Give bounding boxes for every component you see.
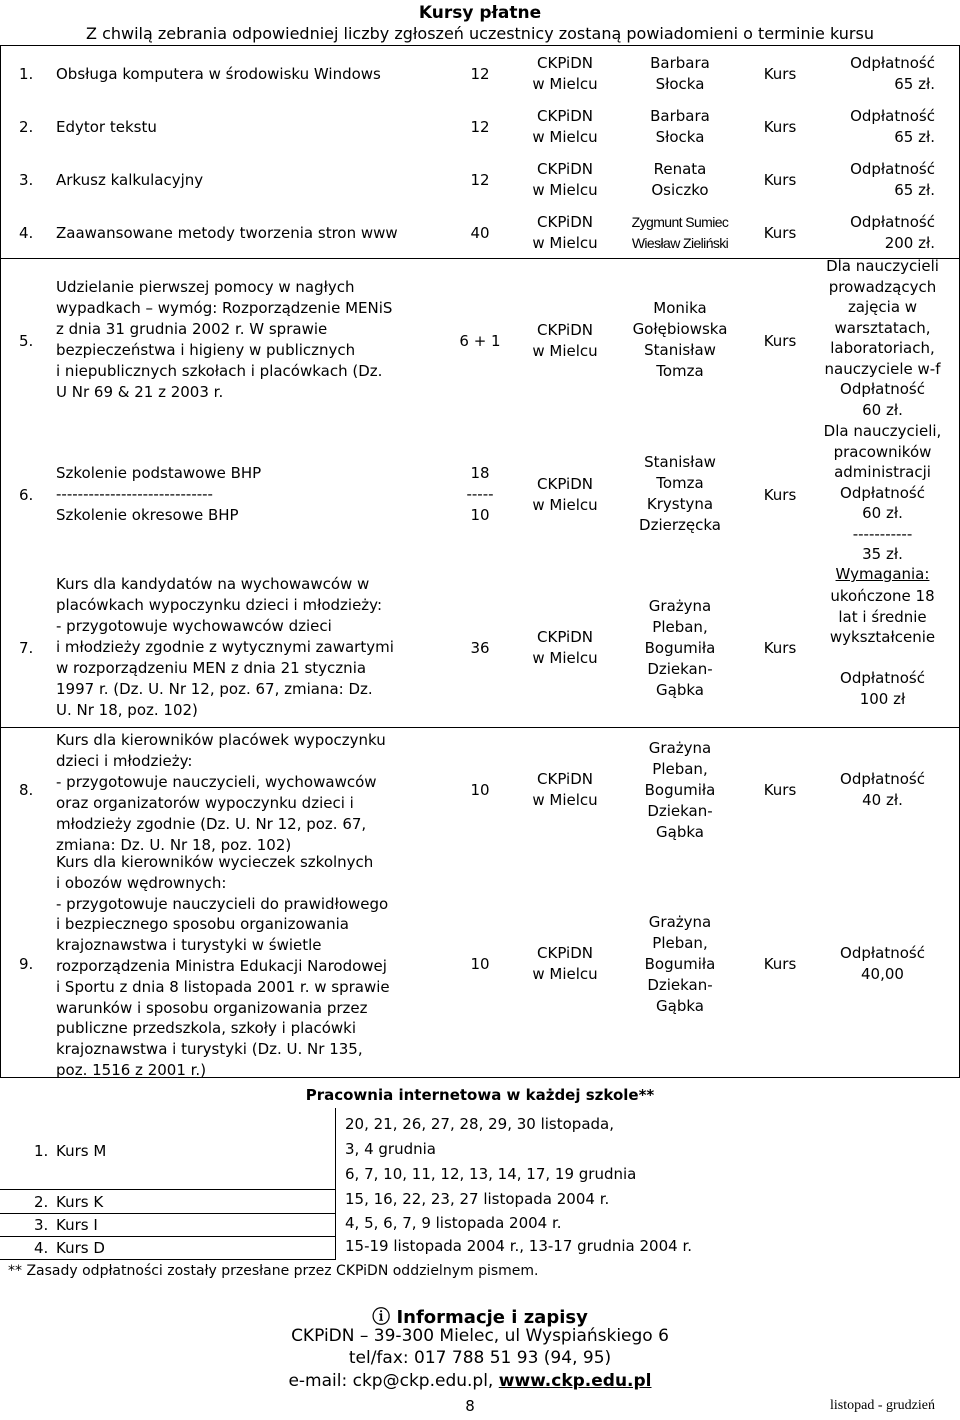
course-hours: 18 ----- 10 — [466, 464, 494, 524]
course-place: CKPiDN w Mielcu — [532, 107, 598, 146]
course-number: 5. — [19, 332, 34, 350]
course-name: Edytor tekstu — [56, 118, 157, 136]
course-place: CKPiDN w Mielcu — [532, 475, 598, 514]
course-number: 4. — [19, 224, 34, 242]
course-fee: Odpłatność 40 zł. — [840, 770, 925, 809]
lab-row-name: Kurs D — [56, 1239, 105, 1257]
course-number: 6. — [19, 486, 34, 504]
lab-row-name: Kurs K — [56, 1193, 104, 1211]
course-form: Kurs — [763, 332, 797, 350]
course-number: 3. — [19, 171, 34, 189]
course-leader: Zygmunt Sumiec Wiesław Zieliński — [631, 214, 729, 251]
table-line — [0, 1259, 335, 1260]
course-form: Kurs — [763, 224, 797, 242]
course-place: CKPiDN w Mielcu — [532, 54, 598, 93]
lab-row-name: Kurs I — [56, 1216, 98, 1234]
period-label: listopad - grudzień — [830, 1398, 935, 1413]
course-fee: Odpłatność 40,00 — [840, 944, 925, 983]
course-name: Szkolenie podstawowe BHP ----------------------------- Szkolenie okresowe BHP — [56, 464, 262, 524]
course-name: Kurs dla kierowników placówek wypoczynku dzieci i młodzieży: - przygotowuje nauczycieli, wychowawców oraz organizatorów wypoczynku dzieci i młodzieży zgodnie (Dz. U. Nr 12, poz. 67, zmiana: Dz. U. Nr 18, poz. 102) — [56, 731, 386, 854]
course-fee: Odpłatność 65 zł. — [850, 107, 935, 146]
info-phone: tel/fax: 017 788 51 93 (94, 95) — [348, 1348, 612, 1368]
course-place: CKPiDN w Mielcu — [532, 628, 598, 667]
course-hours: 12 — [470, 118, 490, 136]
course-leader: Grażyna Pleban, Bogumiła Dziekan- Gąbka — [644, 597, 716, 699]
course-hours: 10 — [470, 955, 490, 973]
lab-row-number: 2. — [34, 1193, 49, 1211]
course-number: 8. — [19, 781, 34, 799]
page-title: Kursy płatne — [418, 3, 542, 23]
lab-row-dates: 15, 16, 22, 23, 27 listopada 2004 r. — [345, 1190, 610, 1208]
course-hours: 40 — [470, 224, 490, 242]
course-number: 7. — [19, 639, 34, 657]
course-place: CKPiDN w Mielcu — [532, 321, 598, 360]
course-form: Kurs — [763, 486, 797, 504]
table-border — [0, 45, 1, 1077]
lab-section-title: Pracownia internetowa w każdej szkole** — [305, 1086, 655, 1104]
course-fee: Dla nauczycieli, pracowników administracji Odpłatność 60 zł. ----------- 35 zł. — [823, 422, 942, 563]
page-number: 8 — [465, 1397, 475, 1415]
course-fee: Odpłatność 200 zł. — [850, 213, 935, 252]
lab-row-number: 1. — [34, 1142, 49, 1160]
course-hours: 12 — [470, 171, 490, 189]
lab-row-dates: 20, 21, 26, 27, 28, 29, 30 listopada, — [345, 1115, 614, 1133]
course-leader: Barbara Słocka — [650, 107, 710, 146]
table-line — [0, 1213, 335, 1214]
course-place: CKPiDN w Mielcu — [532, 213, 598, 252]
course-hours: 10 — [470, 781, 490, 799]
course-name: Udzielanie pierwszej pomocy w nagłych wypadkach – wymóg: Rozporządzenie MENiS z dnia 31 grudnia 2002 r. W sprawie bezpieczeństwa i higieny w publicznych i niepublicznych szkołach i placówkach (Dz. U Nr 69 & 21 z 2003 r. — [56, 278, 393, 401]
course-hours: 36 — [470, 639, 490, 657]
info-icon: ⓘ — [372, 1307, 391, 1328]
course-hours: 12 — [470, 65, 490, 83]
course-leader: Monika Gołębiowska Stanisław Tomza — [632, 299, 728, 380]
lab-row-dates: 6, 7, 10, 11, 12, 13, 14, 17, 19 grudnia — [345, 1165, 637, 1183]
table-line — [0, 1189, 335, 1190]
lab-row-number: 4. — [34, 1239, 49, 1257]
page-subtitle: Z chwilą zebrania odpowiedniej liczby zgłoszeń uczestnicy zostaną powiadomieni o terminie kursu — [86, 24, 874, 43]
course-name: Obsługa komputera w środowisku Windows — [56, 65, 381, 83]
table-line — [0, 727, 960, 728]
course-name: Arkusz kalkulacyjny — [56, 171, 204, 189]
info-email: e-mail: ckp@ckp.edu.pl, — [288, 1371, 499, 1391]
course-leader: Grażyna Pleban, Bogumiła Dziekan- Gąbka — [644, 739, 716, 841]
course-name: Zaawansowane metody tworzenia stron www — [56, 224, 398, 242]
website-link[interactable]: www.ckp.edu.pl — [498, 1371, 652, 1391]
course-form: Kurs — [763, 65, 797, 83]
info-address: CKPiDN – 39-300 Mielec, ul Wyspiańskiego 6 — [291, 1326, 669, 1346]
footnote: ** Zasady odpłatności zostały przesłane przez CKPiDN oddzielnym pismem. — [8, 1263, 539, 1279]
course-form: Kurs — [763, 639, 797, 657]
info-email-line — [0, 1371, 940, 1391]
info-title: Informacje i zapisy — [396, 1307, 588, 1328]
table-line — [0, 45, 960, 46]
course-number: 9. — [19, 955, 34, 973]
lab-row-dates: 4, 5, 6, 7, 9 listopada 2004 r. — [345, 1214, 562, 1232]
lab-row-dates: 15-19 listopada 2004 r., 13-17 grudnia 2004 r. — [345, 1237, 692, 1255]
course-fee: Dla nauczycieli prowadzących zajęcia w warsztatach, laboratoriach, nauczyciele w-f Odpłatność 60 zł. — [824, 257, 941, 419]
course-form: Kurs — [763, 171, 797, 189]
course-form: Kurs — [763, 955, 797, 973]
course-name: Kurs dla kierowników wycieczek szkolnych i obozów wędrownych: - przygotowuje nauczycieli do prawidłowego i bezpiecznego sposobu organizowania krajoznawstwa i turystyki w świetle rozporządzenia Ministra Edukacji Narodowej i Sportu z dnia 8 listopada 2001 r. w sprawie warunków i sposobu organizowania przez publiczne przedszkola, szkoły i placówki krajoznawstwa i turystyki (Dz. U. Nr 135, poz. 1516 z 2001 r.) — [56, 853, 390, 1079]
course-fee: ukończone 18 lat i średnie wykształcenie Odpłatność 100 zł — [829, 587, 936, 708]
table-line — [335, 1108, 336, 1260]
course-leader: Barbara Słocka — [650, 54, 710, 93]
lab-row-number: 3. — [34, 1216, 49, 1234]
course-requirements-label: Wymagania: — [835, 565, 930, 583]
course-leader: Stanisław Tomza Krystyna Dzierzęcka — [639, 453, 721, 534]
course-fee: Odpłatność 65 zł. — [850, 54, 935, 93]
course-form: Kurs — [763, 781, 797, 799]
course-leader: Grażyna Pleban, Bogumiła Dziekan- Gąbka — [644, 913, 716, 1015]
lab-row-dates: 3, 4 grudnia — [345, 1140, 436, 1158]
course-leader: Renata Osiczko — [651, 160, 709, 199]
course-form: Kurs — [763, 118, 797, 136]
course-place: CKPiDN w Mielcu — [532, 944, 598, 983]
table-line — [0, 1236, 335, 1237]
course-place: CKPiDN w Mielcu — [532, 160, 598, 199]
course-number: 1. — [19, 65, 34, 83]
course-hours: 6 + 1 — [459, 332, 501, 350]
course-place: CKPiDN w Mielcu — [532, 770, 598, 809]
course-name: Kurs dla kandydatów na wychowawców w placówkach wypoczynku dzieci i młodzieży: - przygotowuje wychowawców dzieci i młodzieży zgodnie z wytycznymi zawartymi w rozporządzeniu MEN z dnia 21 stycznia 1997 r. (Dz. U. Nr 12, poz. 67, zmiana: Dz. U. Nr 18, poz. 102) — [56, 575, 394, 719]
course-number: 2. — [19, 118, 34, 136]
course-fee: Odpłatność 65 zł. — [850, 160, 935, 199]
lab-row-name: Kurs M — [56, 1142, 107, 1160]
